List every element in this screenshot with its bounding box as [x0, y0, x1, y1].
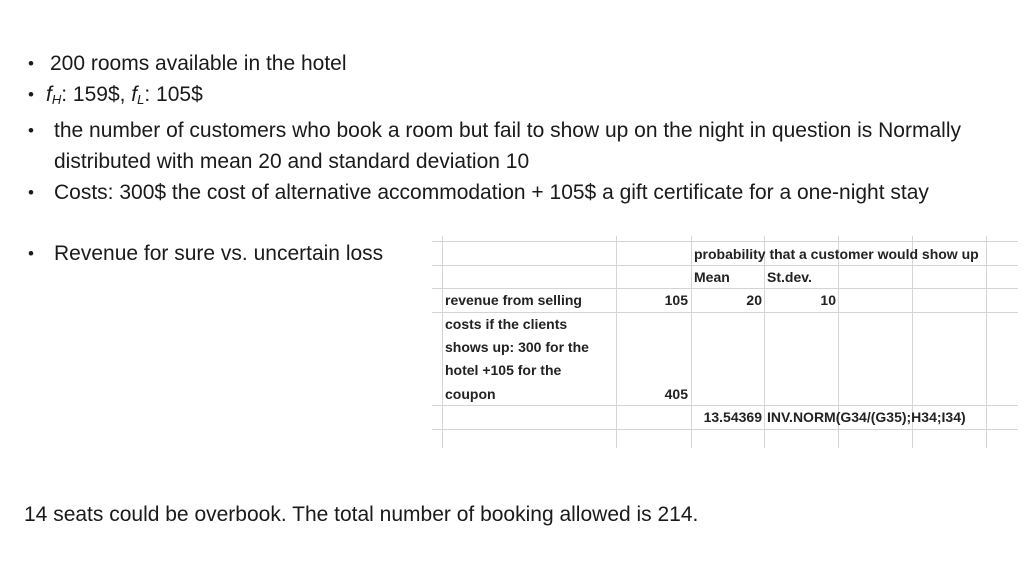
- f-h-symbol: f: [46, 83, 52, 106]
- stdev-label: St.dev.: [767, 269, 812, 285]
- stdev-value: 10: [820, 292, 836, 308]
- gridline: [691, 236, 692, 448]
- f-l-symbol: f: [131, 83, 138, 106]
- bullet-marker: •: [28, 85, 34, 104]
- costs-label-line1: costs if the clients: [445, 316, 568, 332]
- spreadsheet-excerpt: [432, 236, 1018, 448]
- mean-label: Mean: [694, 269, 730, 285]
- bullet-no-show: [24, 115, 1004, 177]
- bullet-costs-text: Costs: 300$ the cost of alternative accommodation + 105$ a gift certificate for a one-night stay: [54, 181, 929, 204]
- formula-cell: INV.NORM(G34/(G35);H34;I34): [767, 409, 966, 425]
- bullet-marker: •: [28, 121, 34, 140]
- gridline: [442, 236, 443, 448]
- f-l-value: : 105$: [144, 83, 203, 106]
- bullet-rooms-text: 200 rooms available in the hotel: [50, 52, 347, 75]
- gridline: [616, 236, 617, 448]
- costs-label-line4: coupon: [445, 386, 496, 402]
- gridline: [764, 236, 765, 448]
- bullet-no-show-text: the number of customers who book a room but fail to show up on the night in question is Normally distributed with mean 20 and standard deviation 10: [54, 119, 961, 173]
- bullet-marker: •: [28, 183, 34, 202]
- bullet-costs: [24, 177, 1004, 208]
- conclusion-text: 14 seats could be overbook. The total number of booking allowed is 214.: [24, 503, 699, 526]
- gridline: [432, 429, 1018, 430]
- gridline: [432, 241, 1018, 242]
- f-h-subscript: H: [51, 92, 62, 107]
- bullet-rooms: [24, 48, 1004, 79]
- bullet-marker: •: [28, 54, 34, 73]
- result-value: 13.54369: [703, 409, 762, 425]
- bullet-revenue-text: Revenue for sure vs. uncertain loss: [54, 242, 384, 265]
- mean-value: 20: [746, 292, 762, 308]
- bullet-marker: •: [28, 244, 34, 263]
- gridline: [986, 236, 987, 448]
- revenue-value: 105: [664, 292, 688, 308]
- costs-label-line3: hotel +105 for the: [445, 362, 562, 378]
- probability-header: probability that a customer would show up: [694, 246, 979, 262]
- costs-label-line2: shows up: 300 for the: [445, 339, 589, 355]
- bullet-prices: [24, 79, 1004, 115]
- f-h-value: : 159$,: [61, 83, 132, 106]
- revenue-label: revenue from selling: [445, 292, 582, 308]
- f-l-subscript: L: [137, 92, 145, 107]
- costs-value: 405: [664, 386, 688, 402]
